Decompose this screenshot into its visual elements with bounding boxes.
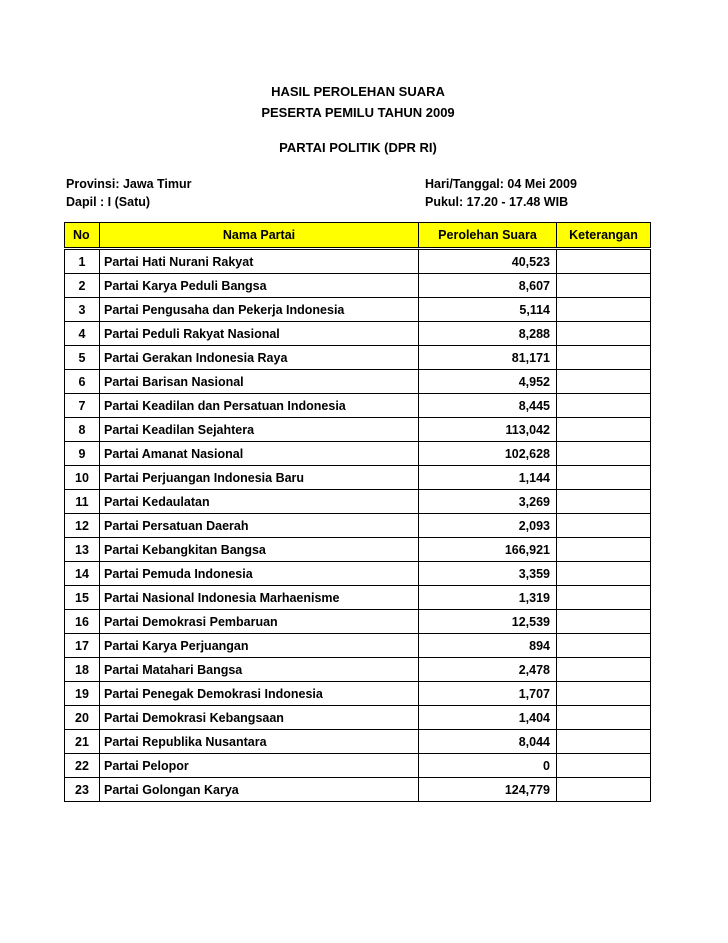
vote-count-cell: 8,445 — [419, 394, 557, 418]
party-name-cell: Partai Peduli Rakyat Nasional — [100, 322, 419, 346]
row-number-cell: 5 — [65, 346, 100, 370]
vote-count-cell: 2,093 — [419, 514, 557, 538]
vote-count-cell: 1,707 — [419, 682, 557, 706]
electoral-district-label: Dapil : I (Satu) — [66, 195, 151, 209]
table-row — [65, 370, 651, 394]
vote-count-cell: 3,269 — [419, 490, 557, 514]
remarks-cell — [557, 778, 651, 802]
party-name-cell: Partai Keadilan Sejahtera — [100, 418, 419, 442]
table-row — [65, 298, 651, 322]
row-number-cell: 15 — [65, 586, 100, 610]
row-number-cell: 7 — [65, 394, 100, 418]
table-row — [65, 274, 651, 298]
table-row — [65, 418, 651, 442]
province-label: Provinsi: Jawa Timur — [66, 177, 192, 191]
table-body — [65, 249, 651, 802]
party-name-cell: Partai Golongan Karya — [100, 778, 419, 802]
row-number-cell: 23 — [65, 778, 100, 802]
remarks-cell — [557, 514, 651, 538]
party-name-cell: Partai Penegak Demokrasi Indonesia — [100, 682, 419, 706]
vote-count-cell: 166,921 — [419, 538, 557, 562]
vote-count-cell: 1,144 — [419, 466, 557, 490]
vote-count-cell: 2,478 — [419, 658, 557, 682]
table-row — [65, 778, 651, 802]
remarks-cell — [557, 490, 651, 514]
table-row — [65, 562, 651, 586]
table-row — [65, 346, 651, 370]
party-name-cell: Partai Persatuan Daerah — [100, 514, 419, 538]
vote-count-cell: 4,952 — [419, 370, 557, 394]
row-number-cell: 3 — [65, 298, 100, 322]
row-number-cell: 19 — [65, 682, 100, 706]
table-row — [65, 658, 651, 682]
column-header-votes: Perolehan Suara — [419, 223, 557, 249]
remarks-cell — [557, 322, 651, 346]
table-row — [65, 249, 651, 274]
table-header-row — [65, 223, 651, 249]
row-number-cell: 20 — [65, 706, 100, 730]
remarks-cell — [557, 370, 651, 394]
party-name-cell: Partai Perjuangan Indonesia Baru — [100, 466, 419, 490]
remarks-cell — [557, 658, 651, 682]
party-name-cell: Partai Kebangkitan Bangsa — [100, 538, 419, 562]
vote-count-cell: 40,523 — [419, 249, 557, 274]
row-number-cell: 18 — [65, 658, 100, 682]
remarks-cell — [557, 634, 651, 658]
vote-count-cell: 8,288 — [419, 322, 557, 346]
party-name-cell: Partai Republika Nusantara — [100, 730, 419, 754]
remarks-cell — [557, 274, 651, 298]
party-name-cell: Partai Pengusaha dan Pekerja Indonesia — [100, 298, 419, 322]
vote-count-cell: 8,044 — [419, 730, 557, 754]
party-name-cell: Partai Nasional Indonesia Marhaenisme — [100, 586, 419, 610]
time-label: Pukul: 17.20 - 17.48 WIB — [425, 195, 569, 209]
table-row — [65, 730, 651, 754]
vote-count-cell: 12,539 — [419, 610, 557, 634]
date-label: Hari/Tanggal: 04 Mei 2009 — [425, 177, 577, 191]
row-number-cell: 10 — [65, 466, 100, 490]
party-name-cell: Partai Pemuda Indonesia — [100, 562, 419, 586]
party-name-cell: Partai Kedaulatan — [100, 490, 419, 514]
remarks-cell — [557, 682, 651, 706]
vote-count-cell: 3,359 — [419, 562, 557, 586]
vote-count-cell: 894 — [419, 634, 557, 658]
remarks-cell — [557, 442, 651, 466]
vote-count-cell: 5,114 — [419, 298, 557, 322]
vote-count-cell: 1,319 — [419, 586, 557, 610]
table-row — [65, 754, 651, 778]
table-row — [65, 682, 651, 706]
party-name-cell: Partai Gerakan Indonesia Raya — [100, 346, 419, 370]
report-title-line-2: PESERTA PEMILU TAHUN 2009 — [261, 105, 455, 120]
row-number-cell: 6 — [65, 370, 100, 394]
table-row — [65, 322, 651, 346]
remarks-cell — [557, 249, 651, 274]
table-row — [65, 466, 651, 490]
row-number-cell: 9 — [65, 442, 100, 466]
column-header-no: No — [65, 223, 100, 249]
row-number-cell: 1 — [65, 249, 100, 274]
vote-count-cell: 1,404 — [419, 706, 557, 730]
row-number-cell: 8 — [65, 418, 100, 442]
table-row — [65, 610, 651, 634]
remarks-cell — [557, 610, 651, 634]
table-row — [65, 706, 651, 730]
report-title-line-3: PARTAI POLITIK (DPR RI) — [279, 140, 437, 155]
vote-count-cell: 102,628 — [419, 442, 557, 466]
table-row — [65, 490, 651, 514]
vote-count-cell: 124,779 — [419, 778, 557, 802]
remarks-cell — [557, 418, 651, 442]
remarks-cell — [557, 346, 651, 370]
party-name-cell: Partai Demokrasi Pembaruan — [100, 610, 419, 634]
party-name-cell: Partai Karya Perjuangan — [100, 634, 419, 658]
remarks-cell — [557, 754, 651, 778]
vote-count-cell: 81,171 — [419, 346, 557, 370]
remarks-cell — [557, 730, 651, 754]
row-number-cell: 16 — [65, 610, 100, 634]
vote-count-cell: 0 — [419, 754, 557, 778]
remarks-cell — [557, 298, 651, 322]
row-number-cell: 22 — [65, 754, 100, 778]
vote-count-cell: 8,607 — [419, 274, 557, 298]
remarks-cell — [557, 586, 651, 610]
party-name-cell: Partai Karya Peduli Bangsa — [100, 274, 419, 298]
table-row — [65, 538, 651, 562]
row-number-cell: 12 — [65, 514, 100, 538]
party-name-cell: Partai Demokrasi Kebangsaan — [100, 706, 419, 730]
remarks-cell — [557, 562, 651, 586]
table-row — [65, 634, 651, 658]
column-header-party-name: Nama Partai — [100, 223, 419, 249]
report-title-line-1: HASIL PEROLEHAN SUARA — [271, 84, 445, 99]
party-name-cell: Partai Matahari Bangsa — [100, 658, 419, 682]
remarks-cell — [557, 706, 651, 730]
remarks-cell — [557, 466, 651, 490]
vote-count-cell: 113,042 — [419, 418, 557, 442]
table-row — [65, 586, 651, 610]
row-number-cell: 17 — [65, 634, 100, 658]
vote-results-table — [64, 222, 651, 802]
row-number-cell: 2 — [65, 274, 100, 298]
remarks-cell — [557, 538, 651, 562]
party-name-cell: Partai Hati Nurani Rakyat — [100, 249, 419, 274]
row-number-cell: 13 — [65, 538, 100, 562]
row-number-cell: 14 — [65, 562, 100, 586]
party-name-cell: Partai Pelopor — [100, 754, 419, 778]
table-row — [65, 394, 651, 418]
row-number-cell: 4 — [65, 322, 100, 346]
row-number-cell: 21 — [65, 730, 100, 754]
table-row — [65, 442, 651, 466]
row-number-cell: 11 — [65, 490, 100, 514]
column-header-remarks: Keterangan — [557, 223, 651, 249]
remarks-cell — [557, 394, 651, 418]
party-name-cell: Partai Amanat Nasional — [100, 442, 419, 466]
party-name-cell: Partai Keadilan dan Persatuan Indonesia — [100, 394, 419, 418]
table-row — [65, 514, 651, 538]
party-name-cell: Partai Barisan Nasional — [100, 370, 419, 394]
